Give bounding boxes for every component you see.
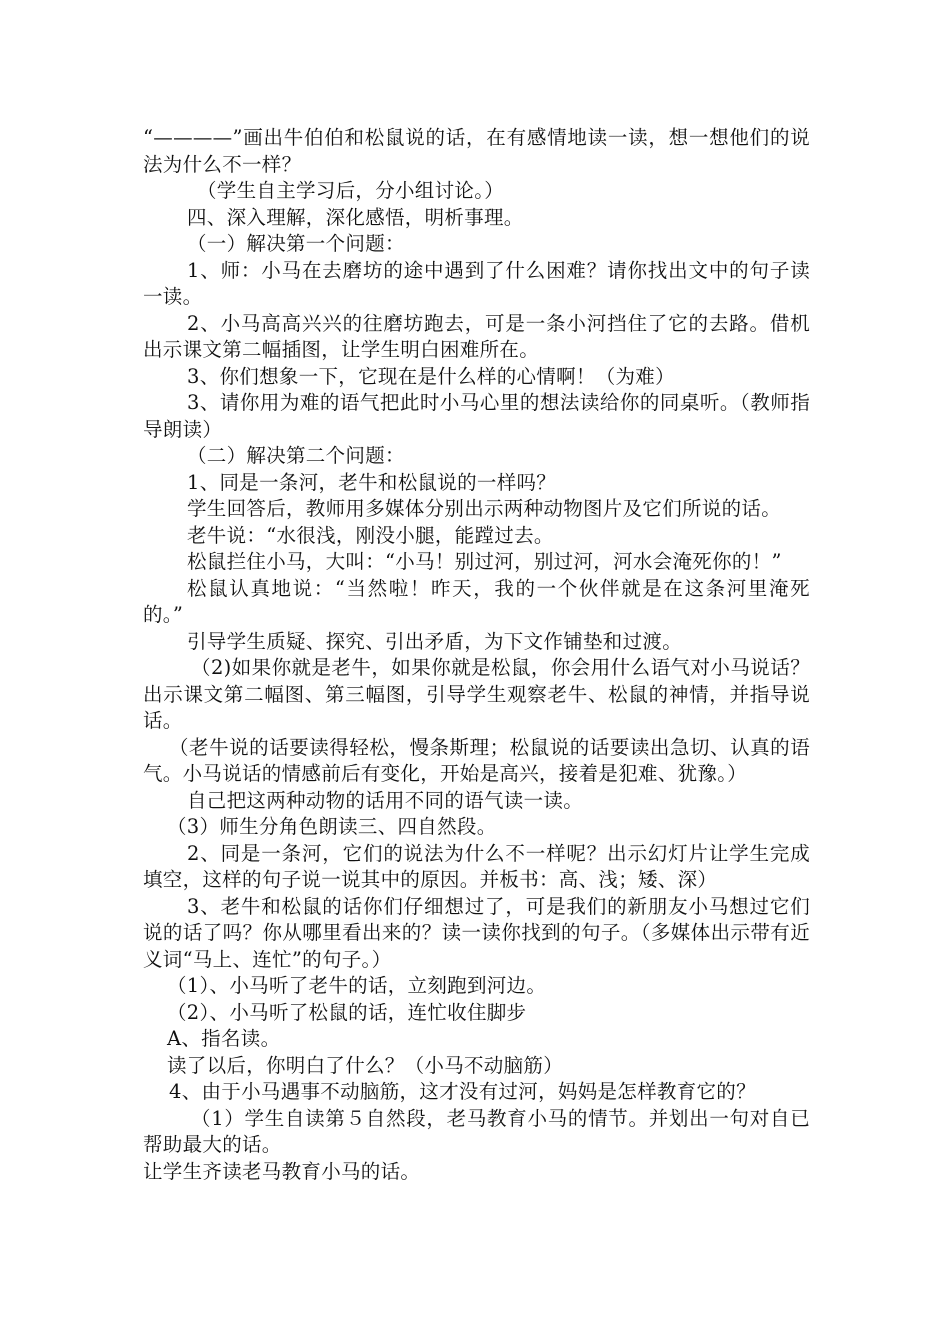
section-heading-4: 四、深入理解，深化感悟，明析事理。 (187, 205, 524, 229)
document-body (143, 125, 810, 1185)
subheading-problem-2: （二）解决第二个问题： (187, 444, 405, 467)
example-sentence: （1）、小马听了老牛的话，立刻跑到河边。 (167, 974, 547, 997)
paragraph-group-discussion: （学生自主学习后，分小组讨论。） (197, 179, 505, 202)
paragraph-item: 引导学生质疑、探究、引出矛盾，为下文作铺垫和过渡。 (187, 629, 683, 653)
paragraph-item: 4、由于小马遇事不动脑筋，这才没有过河，妈妈是怎样教育它的？ (169, 1080, 756, 1103)
paragraph-item: 学生回答后，教师用多媒体分别出示两种动物图片及它们所说的话。 (187, 497, 782, 520)
subheading-problem-1: （一）解决第一个问题： (187, 232, 405, 255)
paragraph-item: （2)如果你就是老牛，如果你就是松鼠，你会用什么语气对小马说话？出示课文第二幅图、第三幅图，引导学生观察老牛、松鼠的神情，并指导说话。 (143, 656, 810, 732)
paragraph-item: 2、小马高高兴兴的往磨坊跑去，可是一条小河挡住了它的去路。借机出示课文第二幅插图，让学生明白困难所在。 (143, 311, 810, 361)
paragraph-item: A、指名读。 (167, 1027, 281, 1050)
paragraph-item: 3、老牛和松鼠的话你们仔细想过了，可是我们的新朋友小马想过它们说的话了吗？你从哪里看出来的？读一读你找到的句子。（多媒体出示带有近义词“马上、连忙”的句子。） (143, 894, 810, 971)
quote-squirrel-1: 松鼠拦住小马，大叫：“小马！别过河，别过河，河水会淹死你的！” (187, 550, 782, 573)
paragraph-item: （1）学生自读第５自然段，老马教育小马的情节。并划出一句对自已帮助最大的话。 (143, 1106, 810, 1156)
paragraph-item: 1、同是一条河，老牛和松鼠说的一样吗？ (187, 470, 557, 494)
quote-squirrel-2: 松鼠认真地说：“当然啦！昨天，我的一个伙伴就是在这条河里淹死的。” (143, 576, 810, 626)
paragraph-item: 1、师：小马在去磨坊的途中遇到了什么困难？请你找出文中的句子读一读。 (143, 258, 810, 308)
paragraph-note: （老牛说的话要读得轻松，慢条斯理；松鼠说的话要读出急切、认真的语气。小马说话的情感前后有变化，开始是高兴，接着是犯难、犹豫。） (143, 735, 810, 785)
paragraph-item: 3、请你用为难的语气把此时小马心里的想法读给你的同桌听。（教师指导朗读） (143, 391, 810, 441)
quote-ox: 老牛说：“水很浅，刚没小腿，能蹚过去。 (187, 523, 554, 547)
example-sentence: （2）、小马听了松鼠的话，连忙收住脚步 (167, 1000, 527, 1024)
paragraph-item: 自己把这两种动物的话用不同的语气读一读。 (187, 788, 584, 812)
paragraph-item: 让学生齐读老马教育小马的话。 (143, 1159, 421, 1183)
paragraph-item: 2、同是一条河，它们的说法为什么不一样呢？出示幻灯片让学生完成填空，这样的句子说一说其中的原因。并板书：高、浅；矮、深） (143, 841, 810, 891)
paragraph-item: 3、你们想象一下，它现在是什么样的心情啊！（为难） (187, 364, 675, 388)
paragraph-item: （3）师生分角色朗读三、四自然段。 (167, 815, 497, 838)
paragraph-instruction: “————”画出牛伯伯和松鼠说的话，在有感情地读一读，想一想他们的说法为什么不一样？ (143, 126, 810, 176)
paragraph-item: 读了以后，你明白了什么？（小马不动脑筋） (167, 1053, 564, 1077)
